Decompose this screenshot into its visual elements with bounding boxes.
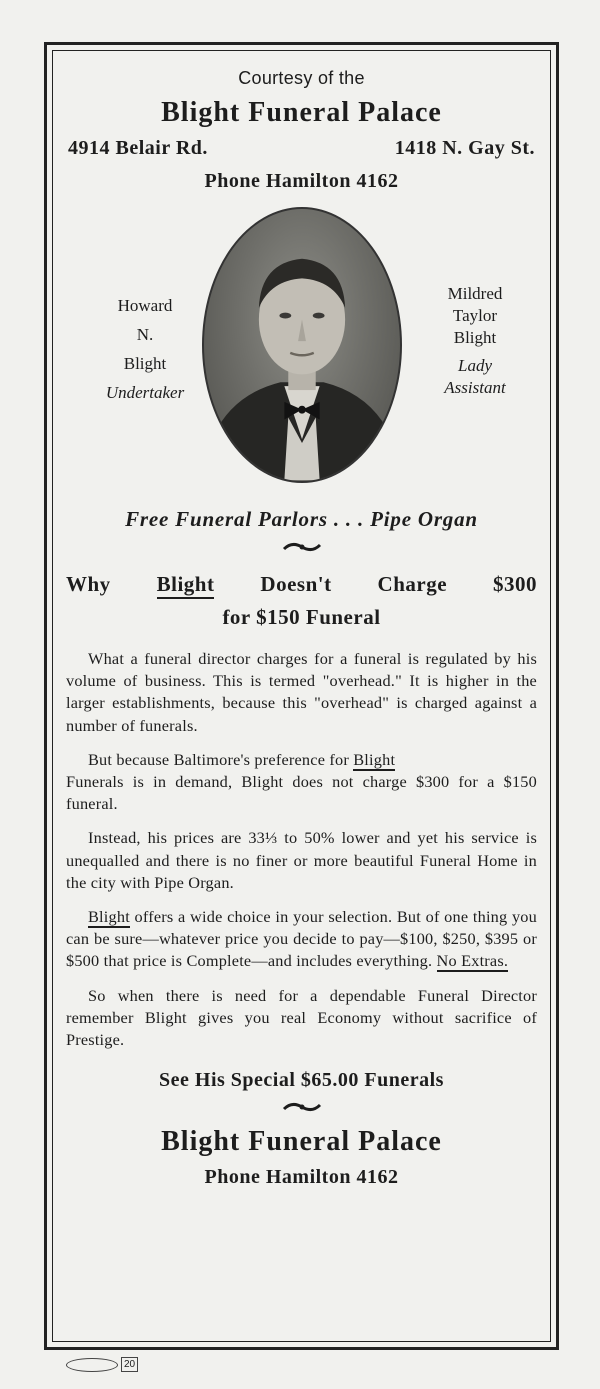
role-title: Undertaker <box>105 383 185 402</box>
paragraph-text: But because Baltimore's preference for <box>88 749 354 769</box>
footer-phone: Phone Hamilton 4162 <box>204 1166 399 1189</box>
role-title-line2: Assistant <box>444 378 506 397</box>
business-name: Blight Funeral Palace <box>161 97 442 128</box>
underlined-word: Blight <box>353 749 396 769</box>
union-label <box>66 1357 138 1372</box>
address-gay-st: 1418 N. Gay St. <box>394 137 535 159</box>
phone-line: Phone Hamilton 4162 <box>204 170 399 192</box>
portrait-section <box>66 207 537 489</box>
portrait-photo <box>202 207 402 483</box>
address-row <box>66 137 537 160</box>
headline-word: $300 <box>492 572 537 596</box>
body-paragraph-5: So when there is need for a dependable Funeral Director remember Blight gives you real Economy without sacrifice of Prestige. <box>66 985 537 1050</box>
underlined-phrase: No Extras. <box>436 951 509 971</box>
body-paragraph-2 <box>66 749 537 816</box>
union-label-icon <box>66 1358 118 1372</box>
ornament-divider-icon <box>66 1100 537 1118</box>
headline-word: Charge <box>377 572 448 596</box>
name-last: Blight <box>123 354 167 373</box>
name-middle: N. <box>136 325 154 344</box>
name-last: Blight <box>453 328 497 347</box>
headline-line2: for $150 Funeral <box>222 605 381 629</box>
ornament-divider-icon <box>66 540 537 558</box>
courtesy-line: Courtesy of the <box>238 68 365 88</box>
body-paragraph-3: Instead, his prices are 33⅓ to 50% lower and yet his service is unequalled and there is no finer or more beautiful Funeral Home in the city with Pipe Organ. <box>66 828 537 892</box>
address-belair: 4914 Belair Rd. <box>68 137 208 159</box>
underlined-word: Blight <box>88 907 130 927</box>
headline-word-underlined: Blight <box>157 572 215 599</box>
name-middle: Taylor <box>452 306 498 325</box>
special-offer: See His Special $65.00 Funerals <box>159 1069 444 1092</box>
paragraph-text: offers a wide choice in your selection. But of one thing you can be sure—whatever price you decide to pay—$100, $250, $395 or $500 that price is Complete—and includes everything. <box>66 907 537 971</box>
headline-word: Doesn't <box>260 572 332 596</box>
body-paragraph-1: What a funeral director charges for a funeral is regulated by his volume of business. This is termed "overhead." It is higher in the larger establishments, because this "overhead" is charged against a number of funerals. <box>66 649 537 735</box>
headline-word: Why <box>66 572 111 596</box>
role-title-line1: Lady <box>458 356 492 375</box>
footer-business-name: Blight Funeral Palace <box>161 1126 442 1158</box>
tagline: Free Funeral Parlors . . . Pipe Organ <box>125 507 478 531</box>
name-first: Mildred <box>447 284 503 303</box>
body-paragraph-4 <box>66 906 537 973</box>
assistant-caption <box>421 283 529 399</box>
undertaker-caption <box>80 291 210 407</box>
union-number: 20 <box>121 1357 138 1372</box>
name-first: Howard <box>117 296 173 315</box>
flyer-content <box>66 50 537 1189</box>
portrait-illustration <box>204 209 400 481</box>
paragraph-text: Funerals is in demand, Blight does not charge $300 for a $150 funeral. <box>66 772 537 814</box>
headline-line1 <box>66 572 537 599</box>
